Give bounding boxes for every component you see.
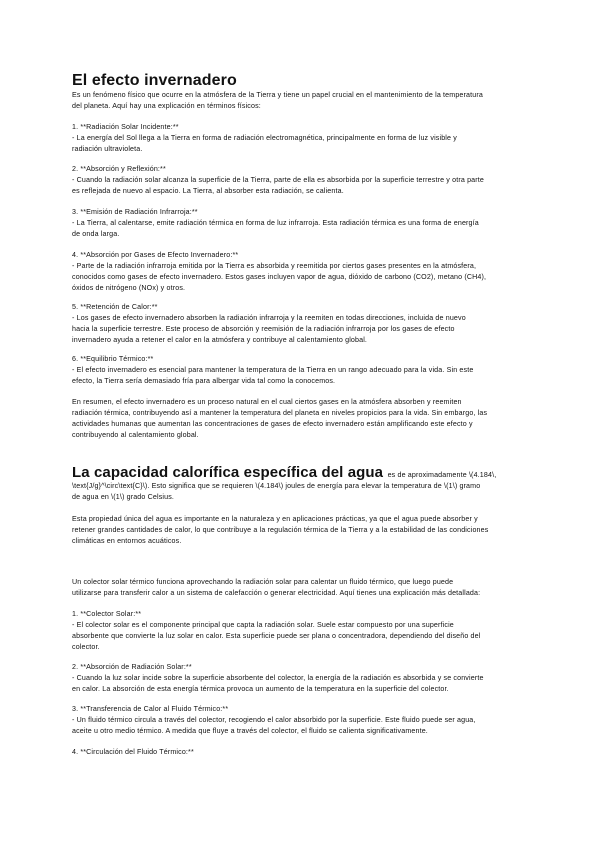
- summary-paragraph: [72, 397, 528, 441]
- section-solar-collector: [72, 609, 528, 653]
- text-line: - Parte de la radiación infrarroja emitida por la Tierra es absorbida y reemitida por ciertos gases presentes en la atmósfera,: [72, 261, 477, 270]
- text-line: - La Tierra, al calentarse, emite radiación térmica en forma de luz infrarroja. Esta radiación térmica es una forma de energía: [72, 218, 479, 227]
- text-line: óxidos de nitrógeno (NOx) y otros.: [72, 283, 186, 292]
- text-line: - Cuando la luz solar incide sobre la superficie absorbente del colector, la energía de la radiación es absorbida y se convierte: [72, 673, 484, 682]
- text-line: Es un fenómeno físico que ocurre en la atmósfera de la Tierra y tiene un papel crucial en el mantenimiento de la temperatura: [72, 91, 483, 99]
- text-line: del planeta. Aquí hay una explicación en términos físicos:: [72, 101, 261, 110]
- heading-specific-heat: La capacidad calorífica específica del agua: [72, 464, 384, 481]
- text-line: radiación térmica, contribuyendo así a mantener la temperatura del planeta en niveles propicios para la vida. Sin embargo, las: [72, 408, 488, 417]
- section-greenhouse-gases: [72, 250, 528, 294]
- section-heading: 6. **Equilibrio Térmico:**: [72, 355, 154, 363]
- section-heading: 5. **Retención de Calor:**: [72, 303, 158, 311]
- text-line: - Cuando la radiación solar alcanza la superficie de la Tierra, parte de ella es absorbida por la superficie terrestre y otra parte: [72, 175, 484, 184]
- text-line: de agua en \(1\) grado Celsius.: [72, 492, 175, 501]
- text-line: climáticas en entornos acuáticos.: [72, 536, 182, 545]
- section-heading: 1. **Radiación Solar Incidente:**: [72, 123, 179, 131]
- text-line: contribuyendo al calentamiento global.: [72, 430, 199, 439]
- text-line: es reflejada de nuevo al espacio. La Tierra, al absorber esta radiación, se calienta.: [72, 186, 344, 195]
- section-heading: 2. **Absorción de Radiación Solar:**: [72, 663, 192, 671]
- section-heat-transfer: [72, 704, 528, 737]
- solar-collector-intro: [72, 577, 528, 599]
- section-heading: 3. **Emisión de Radiación Infrarroja:**: [72, 208, 198, 216]
- heading-tail-text: es de aproximadamente \(4.184\,: [387, 471, 497, 479]
- section-heat-retention: [72, 302, 528, 346]
- section-heading: 4. **Circulación del Fluido Térmico:**: [72, 748, 194, 756]
- text-line: - La energía del Sol llega a la Tierra en forma de radiación electromagnética, principalmente en forma de luz visible y: [72, 133, 457, 142]
- section-solar-radiation: [72, 122, 528, 155]
- text-line: utilizarse para transferir calor a un sistema de calefacción o generar electricidad. Aquí tienes una explicación más detallada:: [72, 588, 481, 597]
- text-line: colector.: [72, 642, 100, 651]
- section-heading: 2. **Absorción y Reflexión:**: [72, 165, 166, 173]
- text-line: invernadero ayuda a retener el calor en la atmósfera y contribuye al calentamiento global.: [72, 335, 368, 344]
- section-fluid-circulation: [72, 747, 528, 758]
- text-line: - Un fluido térmico circula a través del colector, recogiendo el calor absorbido por la superficie. Este fluido puede ser agua,: [72, 715, 476, 724]
- text-line: hacia la superficie terrestre. Este proceso de absorción y reemisión de la radiación infrarroja por los gases de efecto: [72, 324, 455, 333]
- section-heading: 1. **Colector Solar:**: [72, 610, 142, 618]
- section-heading: 4. **Absorción por Gases de Efecto Invernadero:**: [72, 251, 239, 259]
- text-line: radiación ultravioleta.: [72, 144, 143, 153]
- section-solar-absorption: [72, 662, 528, 695]
- text-line: En resumen, el efecto invernadero es un proceso natural en el cual ciertos gases en la atmósfera absorben y reemiten: [72, 398, 462, 406]
- text-line: - El efecto invernadero es esencial para mantener la temperatura de la Tierra en un rango adecuado para la vida. Sin este: [72, 365, 474, 374]
- text-line: \text{J/g}^\circ\text{C}\). Esto significa que se requieren \(4.184\) joules de energía para elevar la temperatura de \(1\) gramo: [72, 482, 481, 490]
- text-line: actividades humanas que aumentan las concentraciones de gases de efecto invernadero están amplificando este efecto y: [72, 419, 473, 428]
- text-line: - Los gases de efecto invernadero absorben la radiación infrarroja y la reemiten en todas direcciones, incluida de nuevo: [72, 313, 466, 322]
- intro-paragraph: [72, 90, 528, 112]
- text-line: absorbente que convierte la luz solar en calor. Esta superficie puede ser plana o concentradora, dependiendo del diseño del: [72, 631, 481, 640]
- text-line: Esta propiedad única del agua es importante en la naturaleza y en aplicaciones prácticas, ya que el agua puede absorber y: [72, 515, 478, 523]
- text-line: aceite u otro medio térmico. A medida que fluye a través del colector, el fluido se calienta significativamente.: [72, 726, 428, 735]
- text-line: efecto, la Tierra sería demasiado fría para albergar vida tal como la conocemos.: [72, 376, 336, 385]
- heading-specific-heat-row: [72, 464, 528, 482]
- text-line: Un colector solar térmico funciona aprovechando la radiación solar para calentar un fluido térmico, que luego puede: [72, 578, 454, 586]
- specific-heat-continuation: [72, 481, 528, 503]
- section-heading: 3. **Transferencia de Calor al Fluido Térmico:**: [72, 705, 229, 713]
- text-line: - El colector solar es el componente principal que capta la radiación solar. Suele estar compuesto por una superficie: [72, 620, 454, 629]
- text-line: en calor. La absorción de esta energía térmica provoca un aumento de la temperatura en la superficie del colector.: [72, 684, 449, 693]
- text-line: conocidos como gases de efecto invernadero. Estos gases incluyen vapor de agua, dióxido de carbono (CO2), metano (CH4),: [72, 272, 487, 281]
- section-infrared-emission: [72, 207, 528, 240]
- section-thermal-equilibrium: [72, 354, 528, 387]
- section-absorption-reflection: [72, 164, 528, 197]
- water-property-paragraph: [72, 514, 528, 547]
- text-line: de onda larga.: [72, 229, 120, 238]
- heading-greenhouse-effect: El efecto invernadero: [72, 72, 237, 89]
- text-line: retener grandes cantidades de calor, lo que contribuye a la regulación térmica de la Tierra y a la estabilidad de las condiciones: [72, 525, 489, 534]
